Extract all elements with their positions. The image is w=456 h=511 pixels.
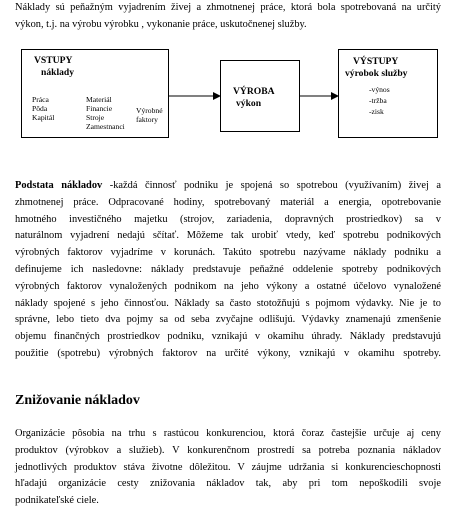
input-label-kapital: Kapitál: [32, 113, 55, 122]
input-label-stroje: Stroje: [86, 113, 105, 122]
production-box-subtitle: výkon: [236, 98, 262, 109]
input-label-poda: Pôda: [32, 104, 48, 113]
input-label-financie: Financie: [86, 104, 113, 113]
output-box: [338, 49, 438, 138]
output-items: [369, 84, 390, 117]
paragraph-line: Organizácie pôsobia na trhu s rastúcou konkurenciou, ktorá čoraz častejšie určuje aj ceny: [15, 428, 441, 439]
paragraph-line: použitie (spotrebu) výrobných faktorov na určité výkony, vznikajú v okamihu spotreby.: [15, 347, 441, 359]
paragraph-line: správne, lebo tieto dva pojmy sa od seba zvyčajne odlišujú. Výdavky znamenajú zmenšenie: [15, 314, 441, 326]
production-box-title: VÝROBA: [233, 86, 275, 97]
input-label-praca: Práca: [32, 95, 49, 104]
paragraph-line: náklady spojené s jeho činnosťou. Náklady sa často stotožňujú s pojmom výdavky. Nie je to: [15, 297, 441, 309]
input-col1: [32, 95, 54, 122]
paragraph-line: jednotlivých produktov stáva životne dôležitou. V záujme udržania si konkurencieschopnosti: [15, 461, 441, 473]
paragraph-line: podnikateľské ciele.: [15, 495, 99, 507]
output-item-zisk: -zisk: [369, 107, 384, 116]
input-box-title: VSTUPY: [34, 55, 73, 66]
section-cost-reduction: [15, 426, 441, 510]
input-label-faktory: faktory: [136, 115, 158, 124]
paragraph-line-text: -každá činnosť podniku je spojená so spotrebou (využívaním) živej a: [102, 180, 442, 191]
output-item-vynos: -výnos: [369, 85, 390, 94]
paragraph-line: [15, 178, 441, 195]
input-col3: [136, 106, 163, 124]
paragraph-line: naturálnom vyjadrení nedajú sčítať. Môžeme tak urobiť vtedy, keď spotrebu podnikových: [15, 230, 441, 242]
input-col2: [86, 95, 125, 131]
section-cost-essence: [15, 178, 441, 363]
paragraph-line: zhmotnenej práce. Odpracované hodiny, spotrebovaný materiál a energia, opotrebovanie: [15, 196, 441, 208]
input-label-material: Materiál: [86, 95, 112, 104]
section-heading-cost-reduction: Znižovanie nákladov: [15, 393, 140, 408]
output-box-title: VÝSTUPY: [353, 56, 399, 67]
paragraph-line: hľadajú organizácie cesty znižovania nákladov tak, aby pri tom nepoškodili svoje: [15, 478, 441, 490]
input-label-vyrobne: Výrobné: [136, 106, 163, 115]
input-label-zamestnanci: Zamestnanci: [86, 122, 125, 131]
output-item-trzba: -tržba: [369, 96, 387, 105]
input-box: [21, 49, 169, 138]
intro-line: Náklady sú peňažným vyjadrením živej a zhmotnenej práce, ktorá bola spotrebovaná na určitý: [15, 2, 441, 13]
output-box-subtitle: výrobok služby: [345, 68, 408, 79]
intro-line: výkon, t.j. na výrobu výrobku , vykonanie práce, uskutočnenej služby.: [15, 18, 307, 30]
input-box-subtitle: náklady: [41, 67, 75, 78]
paragraph-line: výrobných faktorov vynaložených podnikom na jeho výkony a ostatné účelovo vynaložené: [15, 280, 441, 292]
paragraph-line: výrobných faktorov vyjadríme v korunách. Takúto spotrebu nazývame náklady podniku a: [15, 247, 441, 259]
production-box: [220, 60, 300, 132]
paragraph-line: produktov (výrobkov a služieb). V konkurenčnom prostredí sa potreba poznania nákladov: [15, 444, 441, 456]
term-podstata-nakladov: Podstata nákladov: [15, 180, 103, 191]
paragraph-line: hmotného investičného majetku (strojov, zariadenia, dopravných prostriedkov) sa v: [15, 213, 441, 225]
paragraph-line: objemu finančných prostriedkov podniku, vznikajú v okamihu úhrady. Náklady predstavujú: [15, 331, 441, 343]
paragraph-line: definujeme ich nasledovne: náklady predstavuje peňažné oddelenie spotreby podnikových: [15, 263, 441, 275]
